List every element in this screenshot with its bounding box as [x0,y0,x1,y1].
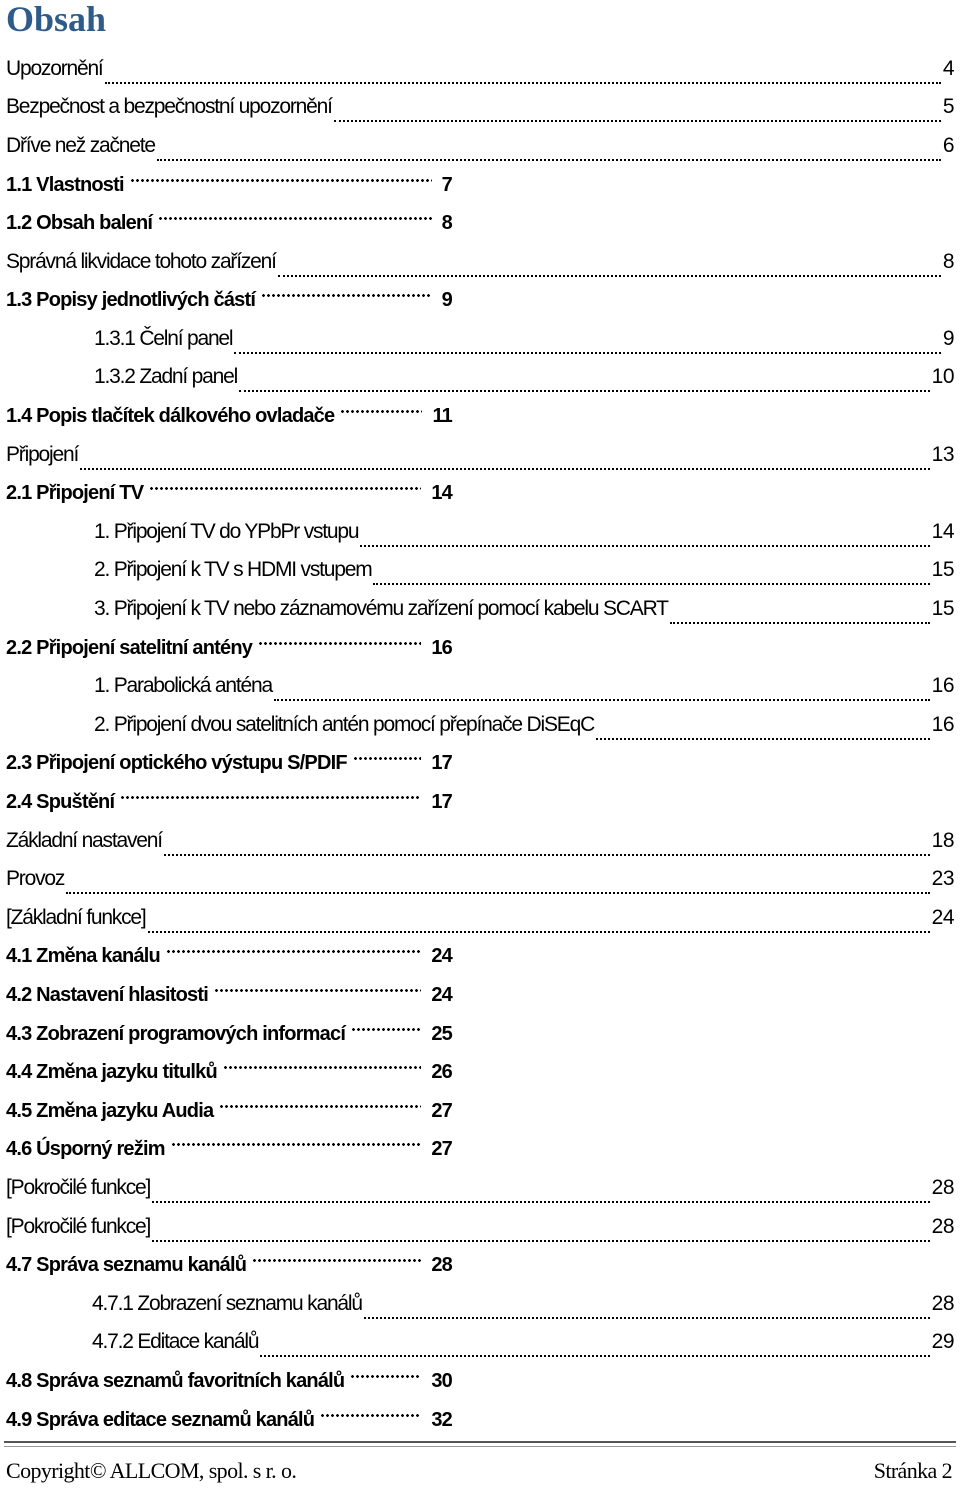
toc-entry-label: 4.7.1 Zobrazení seznamu kanálů [92,1292,362,1315]
toc-entry-label: 4.9 Správa editace seznamů kanálů [6,1408,315,1431]
dot-leader [234,331,940,354]
toc-entry-page: 23 [931,867,954,890]
toc-entry-page: 5 [942,95,954,118]
toc-entry[interactable] [6,1246,452,1284]
toc-entry-label: 2. Připojení dvou satelitních antén pomocí přepínače DiSEqC [94,713,595,736]
toc-entry-label: 2. Připojení k TV s HDMI vstupem [94,558,372,581]
toc-entry-page: 6 [942,134,954,157]
toc-entry[interactable] [6,937,452,975]
toc-entry[interactable] [6,783,452,821]
toc-entry-label: 2.4 Spuštění [6,790,115,813]
toc-entry-page: 32 [431,1408,452,1431]
dot-leader [164,833,930,856]
dot-leader [158,213,432,223]
dot-leader [149,483,421,493]
toc-entry-page: 14 [931,520,954,543]
dot-leader [261,290,432,300]
toc-entry[interactable] [94,667,954,705]
toc-entry[interactable] [6,1208,954,1246]
footer-rule [4,1441,956,1443]
footer-copyright: Copyright© ALLCOM, spol. s r. o. [6,1458,297,1483]
toc-entry-label: 4.5 Změna jazyku Audia [6,1099,214,1122]
toc-entry-page: 29 [931,1330,954,1353]
toc-entry[interactable] [6,436,954,474]
toc-entry-label: [Pokročilé funkce] [6,1215,151,1238]
toc-entry-page: 11 [432,404,452,427]
dot-leader [278,254,941,277]
toc-entry[interactable] [6,1169,954,1207]
dot-leader [360,524,929,547]
toc-entry[interactable] [92,1323,954,1361]
toc-entry-label: [Pokročilé funkce] [6,1176,151,1199]
toc-entry[interactable] [6,1130,452,1168]
dot-leader [120,792,421,802]
toc-entry-label: Provoz [6,867,65,890]
toc-entry-label: 3. Připojení k TV nebo záznamovému zařízení pomocí kabelu SCART [94,597,668,620]
toc-entry-label: 1.4 Popis tlačítek dálkového ovladače [6,404,335,427]
toc-entry[interactable] [6,899,954,937]
dot-leader [320,1410,421,1420]
toc-entry-page: 28 [931,1176,954,1199]
toc-entry[interactable] [6,281,452,319]
page-footer [6,1458,952,1484]
toc-entry-label: 4.1 Změna kanálu [6,944,160,967]
footer-page-number: Stránka 2 [873,1458,952,1483]
toc-entry[interactable] [6,204,452,242]
footer-rule-thin [4,1446,956,1447]
dot-leader [219,1101,421,1111]
toc-entry-label: Dříve než začnete [6,134,155,157]
toc-entry-page: 17 [431,790,452,813]
toc-entry-label: 1.3.1 Čelní panel [94,327,233,350]
toc-entry[interactable] [6,88,954,126]
dot-leader [670,601,930,624]
toc-entry-label: Připojení [6,443,79,466]
toc-entry-page: 28 [431,1253,452,1276]
toc-entry-page: 17 [431,751,452,774]
toc-entry-page: 27 [431,1137,452,1160]
toc-entry-page: 16 [431,636,452,659]
toc-entry[interactable] [6,474,452,512]
toc-entry-label: 4.7.2 Editace kanálů [92,1330,259,1353]
toc-entry-page: 27 [431,1099,452,1122]
toc-entry-page: 9 [441,288,452,311]
dot-leader [171,1139,422,1149]
toc-entry-label: 1.3.2 Zadní panel [94,365,238,388]
toc-entry-label: 4.2 Nastavení hlasitosti [6,983,209,1006]
toc-entry-label: 4.8 Správa seznamů favoritních kanálů [6,1369,345,1392]
toc-entry[interactable] [6,629,452,667]
toc-entry-label: [Základní funkce] [6,906,146,929]
toc-entry-page: 28 [931,1215,954,1238]
toc-entry-label: 2.2 Připojení satelitní antény [6,636,253,659]
toc-entry-label: 1. Parabolická anténa [94,674,272,697]
dot-leader [214,985,421,995]
dot-leader [80,447,930,470]
toc-entry-page: 24 [431,983,452,1006]
toc-entry[interactable] [94,551,954,589]
toc-entry-label: 1. Připojení TV do YPbPr vstupu [94,520,359,543]
dot-leader [152,1180,929,1203]
toc-entry-label: 2.1 Připojení TV [6,481,144,504]
toc-entry[interactable] [92,1285,954,1323]
dot-leader [334,99,941,122]
toc-entry-page: 15 [931,597,954,620]
toc-entry[interactable] [94,706,954,744]
toc-entry[interactable] [6,1015,452,1053]
toc-entry-label: 1.1 Vlastnosti [6,173,124,196]
dot-leader [596,717,930,740]
dot-leader [340,406,422,416]
dot-leader [274,678,930,701]
toc-entry[interactable] [94,358,954,396]
toc-entry-page: 14 [431,481,452,504]
dot-leader [105,61,941,84]
toc-entry-page: 15 [931,558,954,581]
toc-entry[interactable] [6,50,954,88]
toc-entry-page: 8 [942,250,954,273]
dot-leader [353,753,422,763]
toc-entry-page: 8 [441,211,452,234]
dot-leader [66,871,929,894]
toc-entry-label: Správná likvidace tohoto zařízení [6,250,276,273]
dot-leader [350,1371,421,1381]
toc-entry[interactable] [6,1053,452,1091]
toc-entry-label: Upozornění [6,57,103,80]
dot-leader [351,1024,421,1034]
toc-entry-label: 4.3 Zobrazení programových informací [6,1022,346,1045]
toc-entry[interactable] [94,320,954,358]
toc-entry-label: 4.4 Změna jazyku titulků [6,1060,217,1083]
toc-entry-page: 16 [931,674,954,697]
toc-entry-page: 10 [931,365,954,388]
dot-leader [373,562,929,585]
toc-entry[interactable] [6,397,452,435]
toc-entry[interactable] [6,166,452,204]
toc-entry-page: 16 [931,713,954,736]
dot-leader [166,946,421,956]
toc-entry-page: 7 [441,173,452,196]
dot-leader [252,1255,421,1265]
dot-leader [258,638,421,648]
page-title: Obsah [6,0,107,39]
toc-entry[interactable] [6,744,452,782]
toc-entry-page: 24 [931,906,954,929]
toc-entry[interactable] [6,127,954,165]
toc-entry-page: 26 [431,1060,452,1083]
toc-entry[interactable] [6,860,954,898]
dot-leader [130,175,432,185]
toc-entry[interactable] [6,243,954,281]
toc-entry-label: 4.6 Úsporný režim [6,1137,165,1160]
dot-leader [260,1334,929,1357]
toc-entry-label: 1.2 Obsah balení [6,211,153,234]
dot-leader [152,1219,929,1242]
toc-entry[interactable] [6,1362,452,1400]
toc-entry[interactable] [6,822,954,860]
toc-entry[interactable] [6,976,452,1014]
toc-entry-label: 2.3 Připojení optického výstupu S/PDIF [6,751,347,774]
toc-entry-page: 9 [942,327,954,350]
toc-entry-page: 24 [431,944,452,967]
toc-entry[interactable] [6,1092,452,1130]
toc-entry-label: 4.7 Správa seznamu kanálů [6,1253,247,1276]
toc-entry[interactable] [6,1401,452,1439]
toc-entry-page: 30 [431,1369,452,1392]
toc-entry-page: 28 [931,1292,954,1315]
dot-leader [223,1062,421,1072]
toc-entry[interactable] [94,590,954,628]
dot-leader [239,369,930,392]
toc-entry-label: Základní nastavení [6,829,162,852]
toc-entry[interactable] [94,513,954,551]
dot-leader [148,910,930,933]
dot-leader [157,138,941,161]
toc-entry-label: 1.3 Popisy jednotlivých částí [6,288,256,311]
toc-entry-page: 18 [931,829,954,852]
toc-entry-page: 13 [931,443,954,466]
toc-entry-page: 25 [431,1022,452,1045]
dot-leader [364,1296,930,1319]
toc-entry-page: 4 [942,57,954,80]
toc-entry-label: Bezpečnost a bezpečnostní upozornění [6,95,332,118]
